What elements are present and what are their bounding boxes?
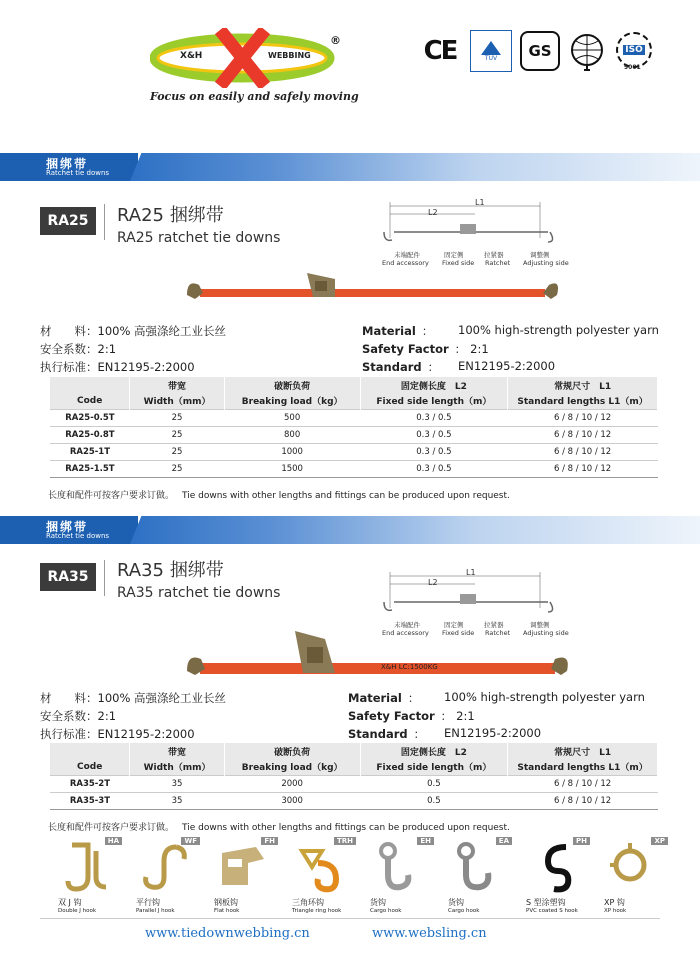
spec-standard-cn: 执行标准：EN12195-2:2000 [40,360,195,374]
table-row: RA25-1.5T 25 1500 0.3 / 0.5 6 / 8 / 10 / 12 [50,460,658,477]
band-title-cn: 捆绑带 [46,520,89,534]
product-title-en: RA35 ratchet tie downs [117,585,281,601]
ce-mark-icon: CE [423,36,457,66]
section-band-ra25 [0,153,700,181]
table-row: RA25-0.8T 25 800 0.3 / 0.5 6 / 8 / 10 / 12 [50,426,658,443]
logo-text-left: X&H [180,51,203,61]
divider [104,560,105,596]
hook-item: PH S 型涂塑钩 PVC coated S hook [526,837,590,914]
hook-item: FH 钢板钩 Flat hook [214,837,278,914]
footer-url-2[interactable]: www.websling.cn [372,926,487,941]
custom-order-note: 长度和配件可按客户要求订做。 Tie downs with other lengths and fittings can be produced upon request. [48,823,510,833]
footer-url-1[interactable]: www.tiedownwebbing.cn [145,926,310,941]
parallel-j-hook-icon: WF [136,837,200,897]
product-title-cn: RA35 捆绑带 [117,560,224,581]
custom-order-note: 长度和配件可按客户要求订做。 Tie downs with other lengths and fittings can be produced upon request. [48,491,510,501]
product-code-badge: RA25 [40,207,96,235]
band-title-en: Ratchet tie downs [46,532,110,540]
hook-item: XP XP 钩 XP hook [604,837,668,914]
spec-table-ra25: 带宽 破断负荷 固定侧长度 L2 常规尺寸 L1 Code Width（mm） Breaking load（kg） Fixed side length（m） Standard lengths L1（m） RA25-0.5T 25 500 0.3 / 0.5 6 / 8 / 10 / 12 RA25-0.8T 25 800 0.3 / 0.5 6 / 8 / 10 / 12 RA25-1T 25 1000 0.3 / 0.5 6 / 8 / 10 / 12 RA25-1.5T 25 1500 0.3 / 0.5 6 / 8 / 10 / 12 [50,377,658,478]
spec-material-cn: 材 料：100% 高强涤纶工业长丝 [40,324,227,338]
product-title-en: RA25 ratchet tie downs [117,230,281,246]
spec-material-en: Material ： 100% high-strength polyester yarn [348,690,645,705]
tuv-mark-icon: TÜV [470,30,512,72]
registered-mark: ® [330,34,341,47]
ra35-strap-image [185,625,575,685]
spec-material-en: Material ： 100% high-strength polyester yarn [362,323,659,338]
section-band-ra35 [0,516,700,544]
band-title-cn: 捆绑带 [46,157,89,171]
gs-mark-icon: GS [520,31,560,71]
spec-standard-en: Standard ： EN12195-2:2000 [362,359,556,374]
dimension-diagram: L1 L2 末端配件 固定侧 拉紧器 调整侧 End accessory Fixed side Ratchet Adjusting side [382,568,569,637]
spec-safety-en: Safety Factor ： 2:1 [348,709,475,723]
spec-material-cn: 材 料：100% 高强涤纶工业长丝 [40,691,227,705]
cargo-hook-icon: EH [370,837,434,897]
spec-safety-cn: 安全系数：2:1 [40,709,117,723]
table-row: RA25-1T 25 1000 0.3 / 0.5 6 / 8 / 10 / 12 [50,443,658,460]
hook-item: HA 双 J 钩 Double J hook [58,837,122,914]
band-title-en: Ratchet tie downs [46,169,110,177]
spec-standard-cn: 执行标准：EN12195-2:2000 [40,727,195,741]
iso-mark-icon: ISO 9001 [614,30,652,72]
spec-table-ra35: 带宽 破断负荷 固定侧长度 L2 常规尺寸 L1 Code Width（mm） Breaking load（kg） Fixed side length（m） Standard lengths L1（m） RA35-2T 35 2000 0.5 6 / 8 / 10 / 12 RA35-3T 35 3000 0.5 6 / 8 / 10 / 12 [50,743,658,810]
product-title-cn: RA25 捆绑带 [117,205,224,226]
brand-logo [150,28,341,88]
spec-safety-cn: 安全系数：2:1 [40,342,117,356]
hook-item: EH 货钩 Cargo hook [370,837,434,914]
flat-hook-icon: FH [214,837,278,897]
ra25-strap-image [185,265,565,305]
s-hook-icon: PH [526,837,590,897]
tagline: Focus on easily and safely moving [150,90,359,103]
double-j-hook-icon: HA [58,837,122,897]
footer-divider [40,918,660,919]
spec-standard-en: Standard ： EN12195-2:2000 [348,726,542,741]
product-code-badge: RA35 [40,563,96,591]
hook-item: TRH 三角环钩 Triangle ring hook [292,837,356,914]
triangle-ring-hook-icon: TRH [292,837,356,897]
hook-item: EA 货钩 Cargo hook [448,837,512,914]
table-row: RA35-3T 35 3000 0.5 6 / 8 / 10 / 12 [50,792,658,809]
table-row: RA35-2T 35 2000 0.5 6 / 8 / 10 / 12 [50,775,658,792]
dimension-diagram: L1 L2 末端配件 固定侧 拉紧器 调整侧 End accessory Fixed side Ratchet Adjusting side [382,198,569,267]
hook-gallery [58,837,698,917]
certification-marks [418,30,652,72]
hook-item: WF 平行钩 Parallel J hook [136,837,200,914]
logo-text-right: WEBBING [268,51,311,60]
cargo-hook-icon: EA [448,837,512,897]
table-row: RA25-0.5T 25 500 0.3 / 0.5 6 / 8 / 10 / 12 [50,409,658,426]
xp-hook-icon: XP [604,837,668,897]
divider [104,204,105,240]
spec-safety-en: Safety Factor ： 2:1 [362,342,489,356]
strap-label: X&H LC:1500KG [381,663,438,671]
globe-mark-icon [568,30,606,72]
